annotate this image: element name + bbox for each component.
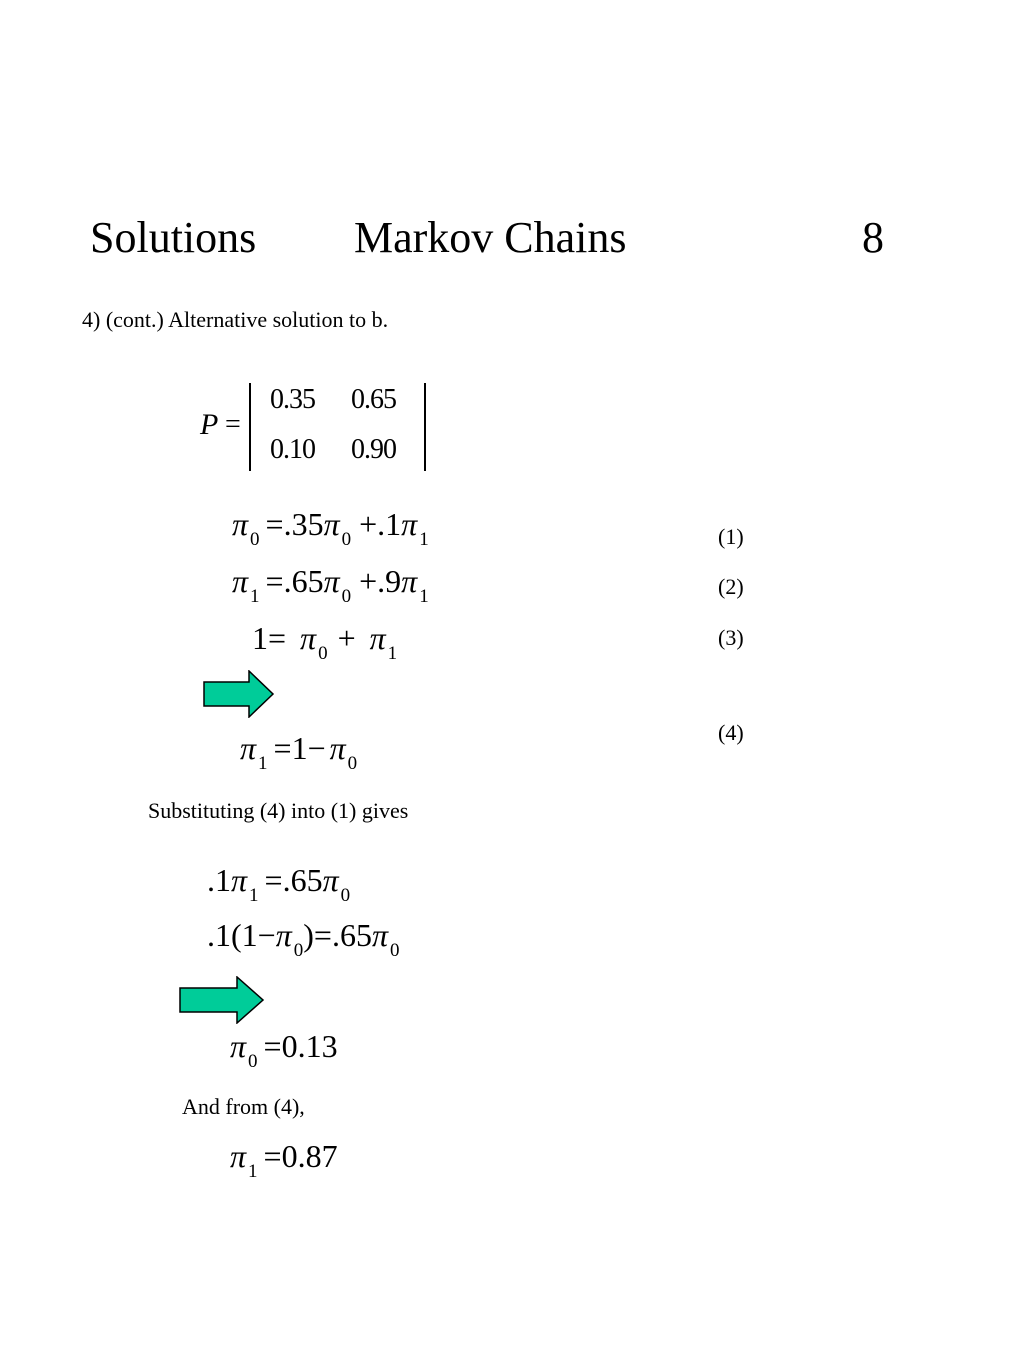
equation-1: π $_0$ =.35π $_0$ +.1π $_1$ <box>232 506 429 550</box>
matrix-equals: = <box>225 409 241 440</box>
matrix-cell: 0.90 <box>351 434 396 465</box>
matrix-right-bar <box>424 383 426 471</box>
equation-tag: (4) <box>718 720 744 745</box>
header-left-title: Solutions <box>90 213 257 262</box>
matrix-cell: 0.65 <box>351 384 396 415</box>
equation-4: π $_1$ =1− π $_0$ <box>240 730 358 774</box>
and-from-text: And from (4), <box>182 1094 305 1119</box>
equation-tag: (2) <box>718 574 744 599</box>
equation-tag: (3) <box>718 625 744 650</box>
result-pi0: π $_0$ =0.13 <box>230 1028 338 1072</box>
equation-tag: (1) <box>718 524 744 549</box>
matrix-symbol: P <box>200 408 219 441</box>
page-number: 8 <box>862 213 884 262</box>
problem-heading: 4) (cont.) Alternative solution to b. <box>82 307 389 332</box>
derivation-line-1: .1π $_1$ =.65π $_0$ <box>207 862 351 906</box>
matrix-cell: 0.10 <box>270 434 315 465</box>
matrix-left-bar <box>249 383 251 471</box>
equation-2: π $_1$ =.65π $_0$ +.9π $_1$ <box>232 563 429 607</box>
matrix-cell: 0.35 <box>270 384 315 415</box>
equation-3: 1= π $_0$ + π $_1$ <box>252 620 398 664</box>
right-arrow-icon <box>179 976 265 1024</box>
substitution-text: Substituting (4) into (1) gives <box>148 798 409 823</box>
derivation-line-2: .1(1−π $_0$)=.65π $_0$ <box>207 917 400 961</box>
right-arrow-icon <box>203 670 275 718</box>
result-pi1: π $_1$ =0.87 <box>230 1138 338 1182</box>
header-center-title: Markov Chains <box>354 213 627 262</box>
